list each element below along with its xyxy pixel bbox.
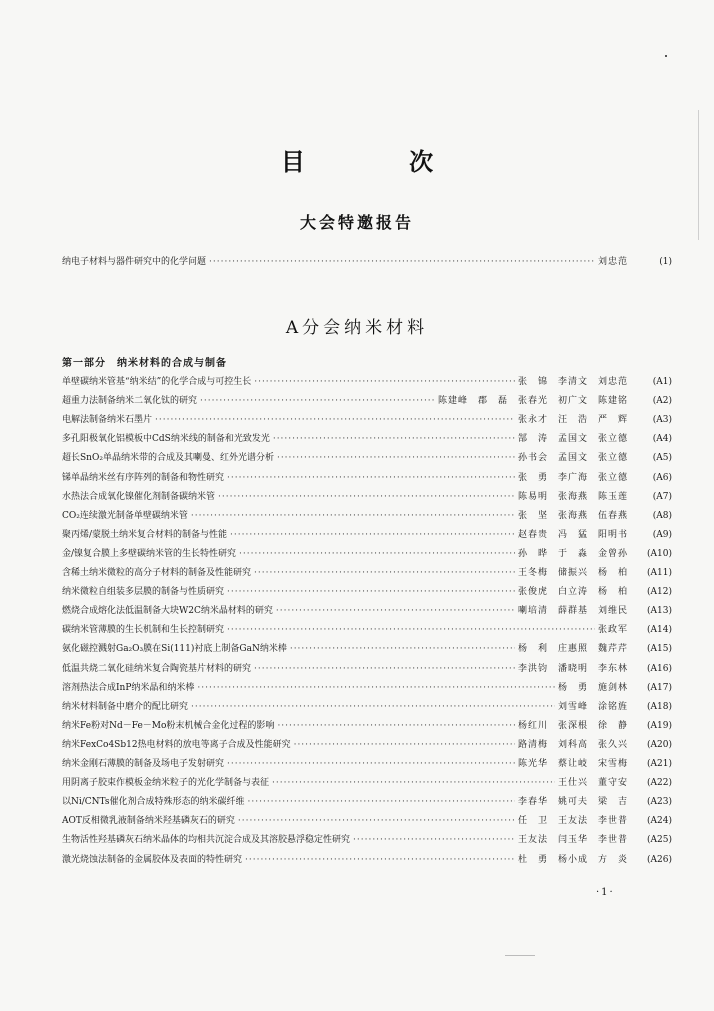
entry-page: (A18)	[647, 702, 672, 712]
section-a-heading: A分会纳米材料	[285, 318, 429, 338]
leader-dots	[254, 661, 515, 677]
leader-dots	[353, 832, 515, 848]
entry-authors: 杨 利 庄惠照 魏芹芹	[517, 644, 628, 654]
entry-authors: 杨红川 张深根 徐 静	[517, 721, 628, 731]
entry-page: (A23)	[647, 797, 672, 807]
entry-page: (A22)	[647, 778, 672, 788]
entry-page: (A24)	[647, 816, 672, 826]
scan-artifact-dot	[665, 55, 667, 57]
scan-artifact-mark	[505, 955, 535, 956]
entry-title: 水热法合成氧化镍催化剂制备碳纳米管	[62, 492, 216, 502]
leader-dots	[227, 470, 515, 486]
toc-entry	[62, 832, 672, 848]
leader-dots	[276, 603, 515, 619]
entry-authors: 孙 晔 于 淼 金曾孙	[517, 549, 628, 559]
entry-page: (A7)	[652, 492, 672, 502]
entry-authors: 刘忠范	[597, 257, 628, 267]
part-title: 第一部分 纳米材料的合成与制备	[62, 358, 227, 369]
toc-entry	[62, 603, 672, 619]
entry-authors: 张政军	[597, 625, 628, 635]
toc-entry	[62, 374, 672, 390]
entry-authors: 路清梅 刘科高 张久兴	[517, 740, 628, 750]
entry-page: (1)	[659, 257, 672, 267]
toc-entry	[62, 680, 672, 696]
leader-dots	[227, 756, 515, 772]
entry-authors: 任 卫 王友法 李世普	[517, 816, 628, 826]
entry-authors: 王冬梅 储振兴 杨 柏	[517, 568, 628, 578]
leader-dots	[272, 775, 555, 791]
toc-entry	[62, 737, 672, 753]
entry-title: 激光烧蚀法制备的金属胶体及表面的特性研究	[62, 855, 243, 865]
leader-dots	[277, 450, 515, 466]
entry-title: 纳米微粒自组装多层膜的制备与性质研究	[62, 587, 225, 597]
entry-authors: 张俊虎 白立涛 杨 柏	[517, 587, 628, 597]
entry-authors: 王友法 闫玉华 李世普	[517, 835, 628, 845]
entry-title: 燃烧合成熔化法低温制备大块W2C纳米晶材料的研究	[62, 606, 273, 616]
leader-dots	[218, 489, 515, 505]
entry-page: (A20)	[647, 740, 672, 750]
entry-page: (A15)	[647, 644, 672, 654]
entry-title: CO₂连续激光制备单壁碳纳米管	[62, 511, 188, 521]
entry-page: (A1)	[652, 377, 672, 387]
toc-entry	[62, 756, 672, 772]
toc-entry	[62, 450, 672, 466]
entry-authors: 张永才 汪 浩 严 辉	[517, 415, 628, 425]
entry-title: 电解法制备纳米石墨片	[62, 415, 153, 425]
toc-entry	[62, 254, 672, 270]
entry-title: 纳米材料制备中磨介的配比研究	[62, 702, 189, 712]
entry-title: 以Ni/CNTs催化剂合成特殊形态的纳米碳纤维	[62, 797, 245, 807]
entry-authors: 张 坚 张海燕 伍春燕	[517, 511, 628, 521]
entry-page: (A8)	[652, 511, 672, 521]
entry-title: 超长SnO₂单晶纳米带的合成及其喇曼、红外光谱分析	[62, 453, 274, 463]
entry-page: (A14)	[647, 625, 672, 635]
entry-title: 氨化磁控溅射Ga₂O₃膜在Si(111)衬底上制备GaN纳米棒	[62, 644, 287, 654]
entry-page: (A2)	[652, 396, 672, 406]
leader-dots	[230, 527, 515, 543]
entry-authors: 陈光华 蔡让岐 宋雪梅	[517, 759, 628, 769]
entry-title: 单壁碳纳米管基“纳米结”的化学合成与可控生长	[62, 377, 252, 387]
entry-authors: 郜 涛 孟国文 张立德	[517, 434, 628, 444]
entry-title: 纳米Fe粉对Nd－Fe－Mo粉末机械合金化过程的影响	[62, 721, 275, 731]
entry-page: (A9)	[652, 530, 672, 540]
entry-title: 碳纳米管薄膜的生长机制和生长控制研究	[62, 625, 225, 635]
toc-entry	[62, 641, 672, 657]
entry-page: (A6)	[652, 473, 672, 483]
entry-authors: 陈易明 张海燕 陈玉莲	[517, 492, 628, 502]
entry-authors: 陈建峰 郡 磊 张春光 初广文 陈建铭	[437, 396, 628, 406]
entry-title: 含稀土纳米微粒的高分子材料的制备及性能研究	[62, 568, 252, 578]
entry-page: (A25)	[647, 835, 672, 845]
leader-dots	[191, 699, 555, 715]
entry-title: AOT反相微乳液制备纳米羟基磷灰石的研究	[62, 816, 235, 826]
toc-entry	[62, 470, 672, 486]
entry-authors: 张 勇 李广海 张立德	[517, 473, 628, 483]
leader-dots	[238, 813, 515, 829]
entry-page: (A12)	[647, 587, 672, 597]
entry-title: 生物活性羟基磷灰石纳米晶体的均相共沉淀合成及其溶胶悬浮稳定性研究	[62, 835, 351, 845]
toc-entry	[62, 412, 672, 428]
entry-title: 纳米FexCo4Sb12热电材料的放电等离子合成及性能研究	[62, 740, 291, 750]
toc-entry	[62, 775, 672, 791]
leader-dots	[239, 546, 515, 562]
entry-page: (A17)	[647, 683, 672, 693]
entry-title: 锑单晶纳米丝有序阵列的制备和物性研究	[62, 473, 225, 483]
leader-dots	[209, 254, 595, 270]
entry-page: (A5)	[652, 453, 672, 463]
entry-authors: 王仕兴 董守安	[557, 778, 628, 788]
entry-authors: 张 锦 李清文 刘忠范	[517, 377, 628, 387]
toc-entry	[62, 565, 672, 581]
leader-dots	[254, 565, 515, 581]
entry-authors: 孙书会 孟国文 张立德	[517, 453, 628, 463]
entry-title: 用阴离子胶束作模板金纳米粒子的光化学制备与表征	[62, 778, 270, 788]
leader-dots	[227, 622, 595, 638]
entry-page: (A4)	[652, 434, 672, 444]
entry-authors: 刘雪峰 涂铭旌	[557, 702, 628, 712]
toc-entry	[62, 718, 672, 734]
plenary-heading: 大会特邀报告	[299, 213, 414, 232]
entry-authors: 李春华 姚可夫 梁 吉	[517, 797, 628, 807]
entry-title: 纳米金刚石薄膜的制备及场电子发射研究	[62, 759, 225, 769]
toc-entry	[62, 584, 672, 600]
toc-entry	[62, 813, 672, 829]
toc-entry	[62, 622, 672, 638]
entry-title: 聚丙烯/蒙脱土纳米复合材料的制备与性能	[62, 530, 228, 540]
entry-page: (A10)	[647, 549, 672, 559]
toc-entry	[62, 661, 672, 677]
entry-title: 低温共烧二氧化硅纳米复合陶瓷基片材料的研究	[62, 664, 252, 674]
entry-title: 溶剂热法合成InP纳米晶和纳米棒	[62, 683, 195, 693]
entry-title: 金/镍复合膜上多壁碳纳米管的生长特性研究	[62, 549, 237, 559]
toc-entry	[62, 527, 672, 543]
entry-page: (A21)	[647, 759, 672, 769]
leader-dots	[294, 737, 515, 753]
entry-authors: 喇培清 薛群基 刘维民	[517, 606, 628, 616]
leader-dots	[273, 431, 515, 447]
toc-entry	[62, 546, 672, 562]
leader-dots	[290, 641, 515, 657]
entry-page: (A26)	[647, 855, 672, 865]
entry-authors: 杨 勇 施剑林	[557, 683, 628, 693]
leader-dots	[200, 393, 435, 409]
leader-dots	[248, 794, 515, 810]
entry-page: (A16)	[647, 664, 672, 674]
toc-entry	[62, 393, 672, 409]
toc-entry	[62, 852, 672, 868]
toc-entry	[62, 431, 672, 447]
entry-page: (A13)	[647, 606, 672, 616]
toc-entry	[62, 508, 672, 524]
entry-title: 纳电子材料与器件研究中的化学问题	[62, 257, 207, 267]
page-number: ·1·	[596, 887, 615, 898]
entry-authors: 李洪钧 潘晓明 李东林	[517, 664, 628, 674]
page-title: 目 次	[280, 148, 482, 176]
leader-dots	[245, 852, 515, 868]
leader-dots	[277, 718, 515, 734]
leader-dots	[227, 584, 515, 600]
entry-page: (A11)	[647, 568, 672, 578]
entry-page: (A3)	[652, 415, 672, 425]
leader-dots	[197, 680, 555, 696]
toc-entry	[62, 699, 672, 715]
toc-entry	[62, 794, 672, 810]
toc-entry	[62, 489, 672, 505]
leader-dots	[254, 374, 515, 390]
leader-dots	[191, 508, 515, 524]
entry-page: (A19)	[647, 721, 672, 731]
entry-authors: 赵春贵 冯 猛 阳明书	[517, 530, 628, 540]
entry-title: 多孔阳极氧化铝模板中CdS纳米线的制备和光致发光	[62, 434, 270, 444]
leader-dots	[155, 412, 515, 428]
entry-title: 超重力法制备纳米二氧化钛的研究	[62, 396, 198, 406]
entry-authors: 杜 勇 杨小成 方 炎	[517, 855, 628, 865]
